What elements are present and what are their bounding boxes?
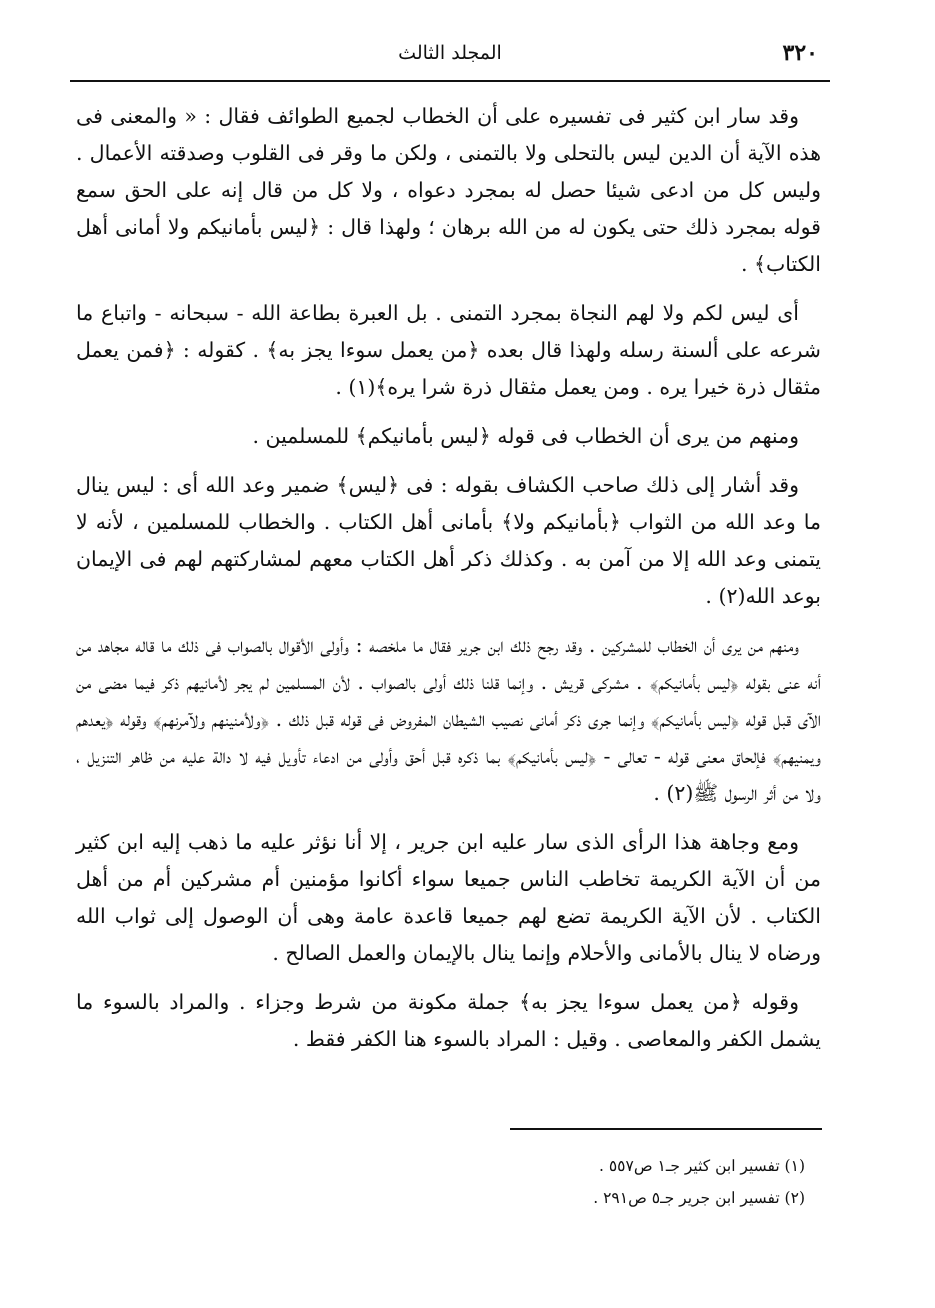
paragraph: أى ليس لكم ولا لهم النجاة بمجرد التمنى . بل العبرة بطاعة الله - سبحانه - واتباع ما شرعه على ألسنة رسله ولهذا قال بعده ﴿من يعمل سوءا يجز به﴾ . كقوله : ﴿فمن يعمل مثقال ذرة خيرا يره . ومن يعمل مثقال ذرة شرا يره﴾(١) .	[76, 301, 821, 399]
paragraph: ومنهم من يرى أن الخطاب للمشركين . وقد رجح ذلك ابن جرير فقال ما ملخصه : وأولى الأقوال بالصواب فى ذلك ما قاله مجاهد من أنه عنى بقوله ﴿ليس بأمانيكم﴾ . مشركى قريش . وإنما قلنا ذلك أولى بالصواب . لأن المسلمين لم يجر لأمانيهم ذكر فيما مضى من الآى قبل قوله ﴿ليس بأمانيكم﴾ وإنما جرى ذكر أمانى نصيب الشيطان المفروض فى قوله قبل ذلك . ﴿ولأمنينهم ولآمرنهم﴾ وقوله ﴿يعدهم ويمنيهم﴾ فإلحاق معنى قوله - تعالى - ﴿ليس بأمانيكم﴾ بما ذكره قبل أحق وأولى من ادعاء تأويل فيه لا دالة عليه من ظاهر التنزيل ، ولا من أثر الرسول ﷺ(٢) .	[76, 633, 821, 805]
footnote: (٢) تفسير ابن جرير جـ٥ ص٢٩١ .	[593, 1189, 805, 1207]
page-number: ٣٢٠	[782, 40, 818, 66]
paragraph: ومنهم من يرى أن الخطاب فى قوله ﴿ليس بأمانيكم﴾ للمسلمين .	[252, 424, 799, 448]
footnotes	[300, 1150, 805, 1214]
volume-title: المجلد الثالث	[398, 42, 502, 64]
main-text	[76, 98, 821, 1070]
paragraph: وقوله ﴿من يعمل سوءا يجز به﴾ جملة مكونة من شرط وجزاء . والمراد بالسوء ما يشمل الكفر والمعاصى . وقيل : المراد بالسوء هنا الكفر فقط .	[76, 990, 821, 1051]
footnote-divider	[510, 1128, 822, 1130]
paragraph: ومع وجاهة هذا الرأى الذى سار عليه ابن جرير ، إلا أنا نؤثر عليه ما ذهب إليه ابن كثير من أن الآية الكريمة تخاطب الناس جميعا سواء أكانوا مؤمنين أم مشركين أم من أهل الكتاب . لأن الآية الكريمة تضع لهم جميعا قاعدة عامة وهى أن الوصول إلى ثواب الله ورضاه لا ينال بالأمانى والأحلام وإنما ينال بالإيمان والعمل الصالح .	[76, 830, 821, 965]
page-header	[70, 40, 830, 72]
paragraph: وقد أشار إلى ذلك صاحب الكشاف بقوله : فى ﴿ليس﴾ ضمير وعد الله أى : ليس ينال ما وعد الله من الثواب ﴿بأمانيكم ولا﴾ بأمانى أهل الكتاب . والخطاب للمسلمين ، لأنه لا يتمنى وعد الله إلا من آمن به . وكذلك ذكر أهل الكتاب معهم لمشاركتهم لهم فى الإيمان بوعد الله(٢) .	[76, 473, 821, 608]
header-divider	[70, 80, 830, 82]
footnote: (١) تفسير ابن كثير جـ١ ص٥٥٧ .	[598, 1157, 805, 1175]
paragraph: وقد سار ابن كثير فى تفسيره على أن الخطاب لجميع الطوائف فقال : « والمعنى فى هذه الآية أن الدين ليس بالتحلى ولا بالتمنى ، ولكن ما وقر فى القلوب وصدقته الأعمال . وليس كل من ادعى شيئا حصل له بمجرد دعواه ، ولا كل من قال إنه على الحق سمع قوله بمجرد ذلك حتى يكون له من الله برهان ؛ ولهذا قال : ﴿ليس بأمانيكم ولا أمانى أهل الكتاب﴾ .	[76, 104, 821, 276]
